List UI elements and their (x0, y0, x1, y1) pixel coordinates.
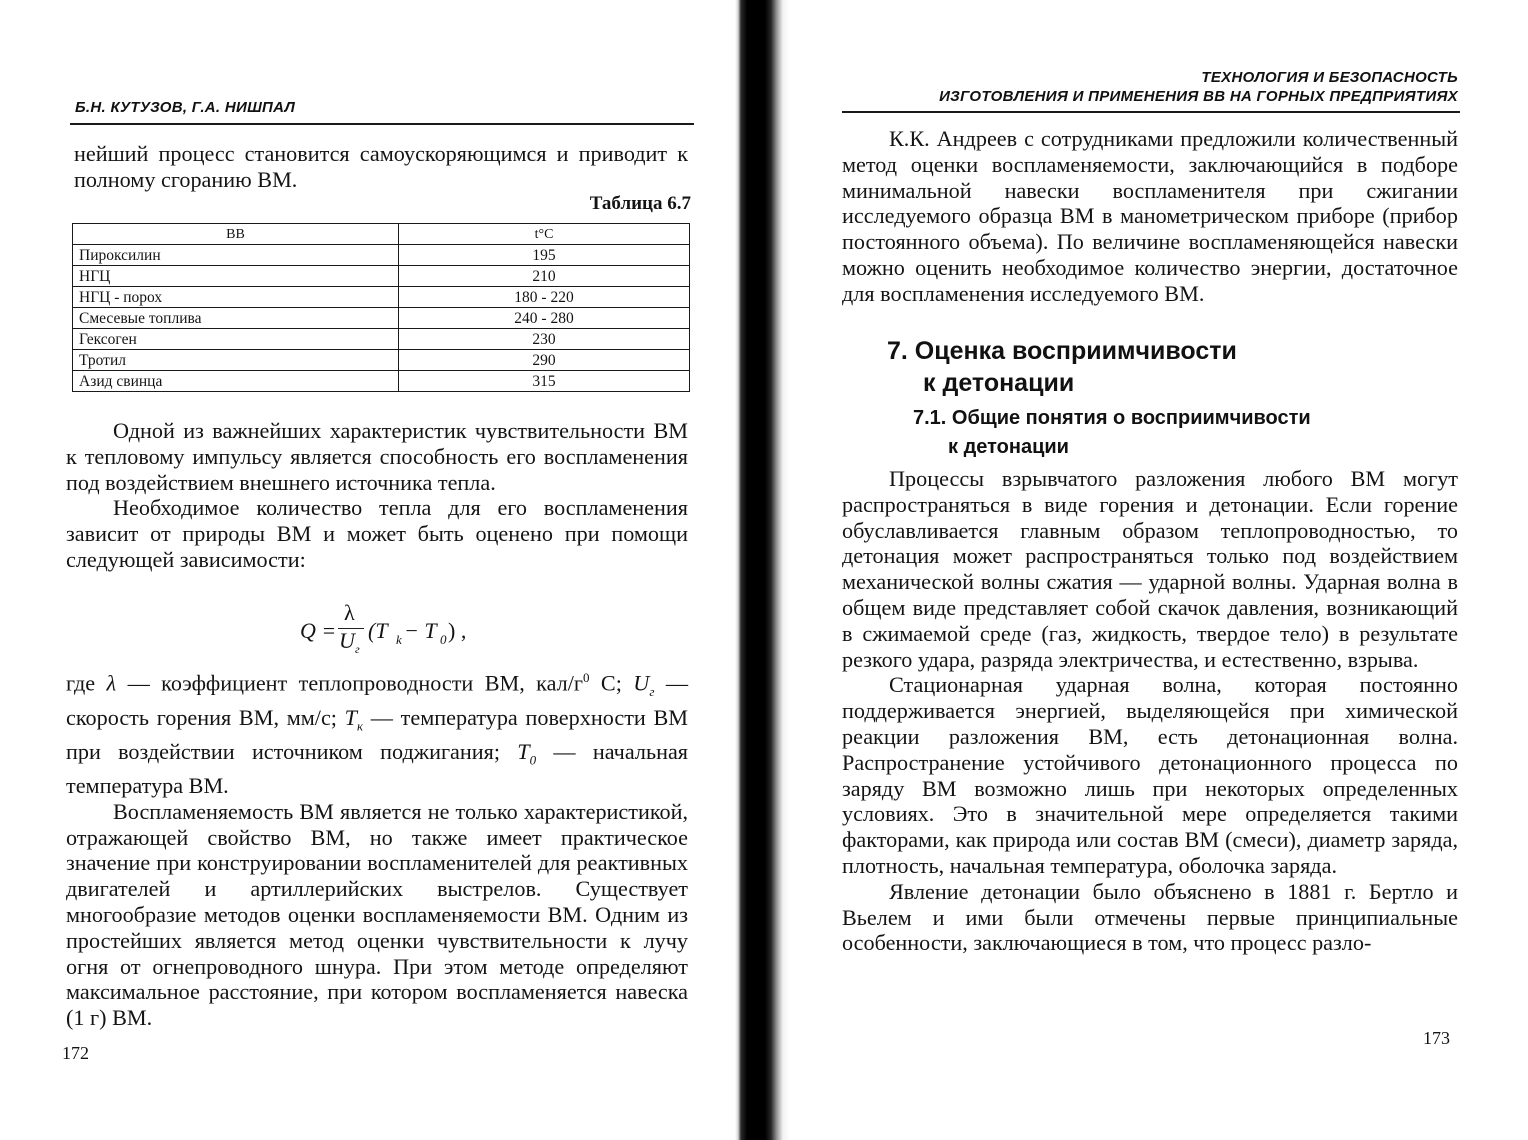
formula-lhs: Q = (300, 618, 337, 643)
formula-denominator: U (339, 628, 355, 653)
chapter-heading-line-1: 7. Оценка восприимчивости (887, 337, 1237, 365)
table-cell-name: НГЦ (73, 266, 399, 287)
intro-paragraph: нейший процесс становится самоускоряющимся и приводит к полному сгоранию ВМ. (74, 141, 688, 192)
formula-rhs-sub-0: 0 (440, 632, 447, 647)
table-cell-name: Гексоген (73, 329, 399, 350)
where-text: — температура поверхности ВМ при воздействии источником поджигания; (66, 704, 688, 764)
body-text-top (66, 418, 688, 573)
table-row (73, 287, 690, 308)
paragraph-where (66, 665, 688, 799)
symbol-u-sub: г (649, 683, 655, 699)
table-cell-value: 230 (399, 329, 690, 350)
where-text: — начальная температура ВМ. (66, 738, 689, 799)
page-number-left: 172 (62, 1043, 89, 1063)
paragraph-thermal-sensitivity: Одной из важнейших характеристик чувствительности ВМ к тепловому импульсу является способность его воспламенения под воздействием внешнего источника тепла. (66, 418, 688, 495)
paragraph-flammability: Воспламеняемость ВМ является не только характеристикой, отражающей свойство ВМ, но также имеет практическое значение при конструировании воспламенителей для реактивных двигателей и артиллерийских выстрелов. Существует многообразие методов оценки воспламеняемости ВМ. Одним из простейших является метод оценки чувствительности к лучу огня от огнепроводного шнура. При этом методе определяют максимальное расстояние, при котором воспламеняется навеска (1 г) ВМ. (66, 798, 688, 1031)
table-header-temperature: t°С (399, 224, 690, 245)
book-spine (735, 0, 790, 1140)
symbol-tk: T (344, 704, 357, 730)
table-row (73, 266, 690, 287)
symbol-u: U (633, 670, 650, 696)
paragraph-andreev-method: К.К. Андреев с сотрудниками предложили количественный метод оценки воспламеняемости, заключающийся в подборе минимальной навески воспламенителя при сжигании исследуемого образца ВМ в манометрическом приборе (прибор постоянного объема). По величине воспламеняющейся навески можно оценить необходимое количество энергии, достаточное для воспламенения исследуемого ВМ. (842, 126, 1458, 306)
right-page (790, 0, 1528, 1140)
header-rule (842, 111, 1460, 113)
left-page (0, 0, 735, 1140)
section-heading (913, 404, 1311, 462)
formula-rhs-close: ) , (448, 618, 467, 643)
table-header-explosive: ВВ (73, 224, 399, 245)
symbol-t0-sub: 0 (529, 752, 537, 768)
table-row (73, 329, 690, 350)
where-text: — скорость горения ВМ, мм/с; (66, 670, 688, 730)
table-header-row (73, 224, 690, 245)
table-caption: Таблица 6.7 (589, 193, 691, 214)
table-cell-name: Пироксилин (73, 245, 399, 266)
formula-denominator-sub: г (355, 642, 360, 656)
table-cell-name: Смесевые топлива (73, 308, 399, 329)
table-cell-value: 195 (399, 245, 690, 266)
ignition-temperature-table (72, 223, 690, 392)
symbol-tk-sub: к (357, 718, 364, 734)
table-row (73, 371, 690, 392)
paragraph-heat-amount: Необходимое количество тепла для его воспламенения зависит от природы ВМ и может быть оценено при помощи следующей зависимости: (66, 495, 688, 572)
page-number-right: 173 (1423, 1028, 1450, 1048)
table-row (73, 308, 690, 329)
chapter-heading-line-2: к детонации (923, 369, 1075, 397)
chapter-heading (887, 335, 1237, 399)
table-cell-name: Азид свинца (73, 371, 399, 392)
table-row (73, 350, 690, 371)
where-text: где (66, 670, 107, 696)
table-cell-value: 315 (399, 371, 690, 392)
degree-superscript: 0 (583, 670, 590, 685)
table-cell-name: НГЦ - порох (73, 287, 399, 308)
running-head-line-1: ТЕХНОЛОГИЯ И БЕЗОПАСНОСТЬ (1201, 69, 1458, 86)
where-text: С; (589, 670, 634, 696)
table-cell-name: Тротил (73, 350, 399, 371)
table-cell-value: 180 - 220 (399, 287, 690, 308)
header-rule (70, 123, 694, 125)
table-cell-value: 240 - 280 (399, 308, 690, 329)
symbol-lambda: λ (106, 670, 117, 696)
body-text-bottom (66, 665, 688, 1031)
intro-text (74, 141, 688, 193)
formula-rhs-minus: − T (404, 618, 437, 643)
table-cell-value: 210 (399, 266, 690, 287)
body-text-top (842, 126, 1458, 307)
table-row (73, 245, 690, 266)
body-text-bottom (842, 466, 1458, 956)
section-heading-line-2: к детонации (948, 436, 1069, 458)
formula-rhs-open: (T (368, 618, 388, 643)
formula-numerator: λ (344, 600, 355, 625)
running-head: Б.Н. КУТУЗОВ, Г.А. НИШПАЛ (75, 99, 296, 116)
section-heading-line-1: 7.1. Общие понятия о восприимчивости (913, 407, 1311, 429)
symbol-t0: T (517, 738, 530, 764)
heat-formula (300, 600, 500, 656)
paragraph-detonation-history: Явление детонации было объяснено в 1881 г. Бертло и Вьелем и ими были отмечены первые принципиальные особенности, заключающиеся в том, что процесс разло- (842, 878, 1458, 956)
running-head-line-2: ИЗГОТОВЛЕНИЯ И ПРИМЕНЕНИЯ ВВ НА ГОРНЫХ ПРЕДПРИЯТИЯХ (939, 88, 1458, 105)
formula-rhs-sub-k: k (396, 632, 402, 647)
table-cell-value: 290 (399, 350, 690, 371)
where-text: — коэффициент теплопроводности ВМ, кал/г (116, 670, 584, 696)
paragraph-explosive-decomposition: Процессы взрывчатого разложения любого ВМ могут распространяться в виде горения и детонации. Если горение обуславливается главным образом теплопроводностью, то детонация может распространяться только под воздействием механической волны сжатия — ударной волны. Ударная волна в общем виде представляет собой скачок давления, возникающий в сжимаемой среде (газ, жидкость, твердое тело) в результате резкого удара, разряда электричества, и естественно, взрыва. (842, 466, 1458, 672)
running-head (939, 68, 1458, 106)
paragraph-detonation-wave: Стационарная ударная волна, которая постоянно поддерживается энергией, выделяющейся при химической реакции разложения ВМ, есть детонационная волна. Распространение устойчивого детонационного процесса по заряду ВМ возможно лишь при некоторых определенных условиях. Это в значительной мере определяется такими факторами, как природа или состав ВМ (смеси), диаметр заряда, плотность, начальная температура, оболочка заряда. (842, 672, 1458, 878)
